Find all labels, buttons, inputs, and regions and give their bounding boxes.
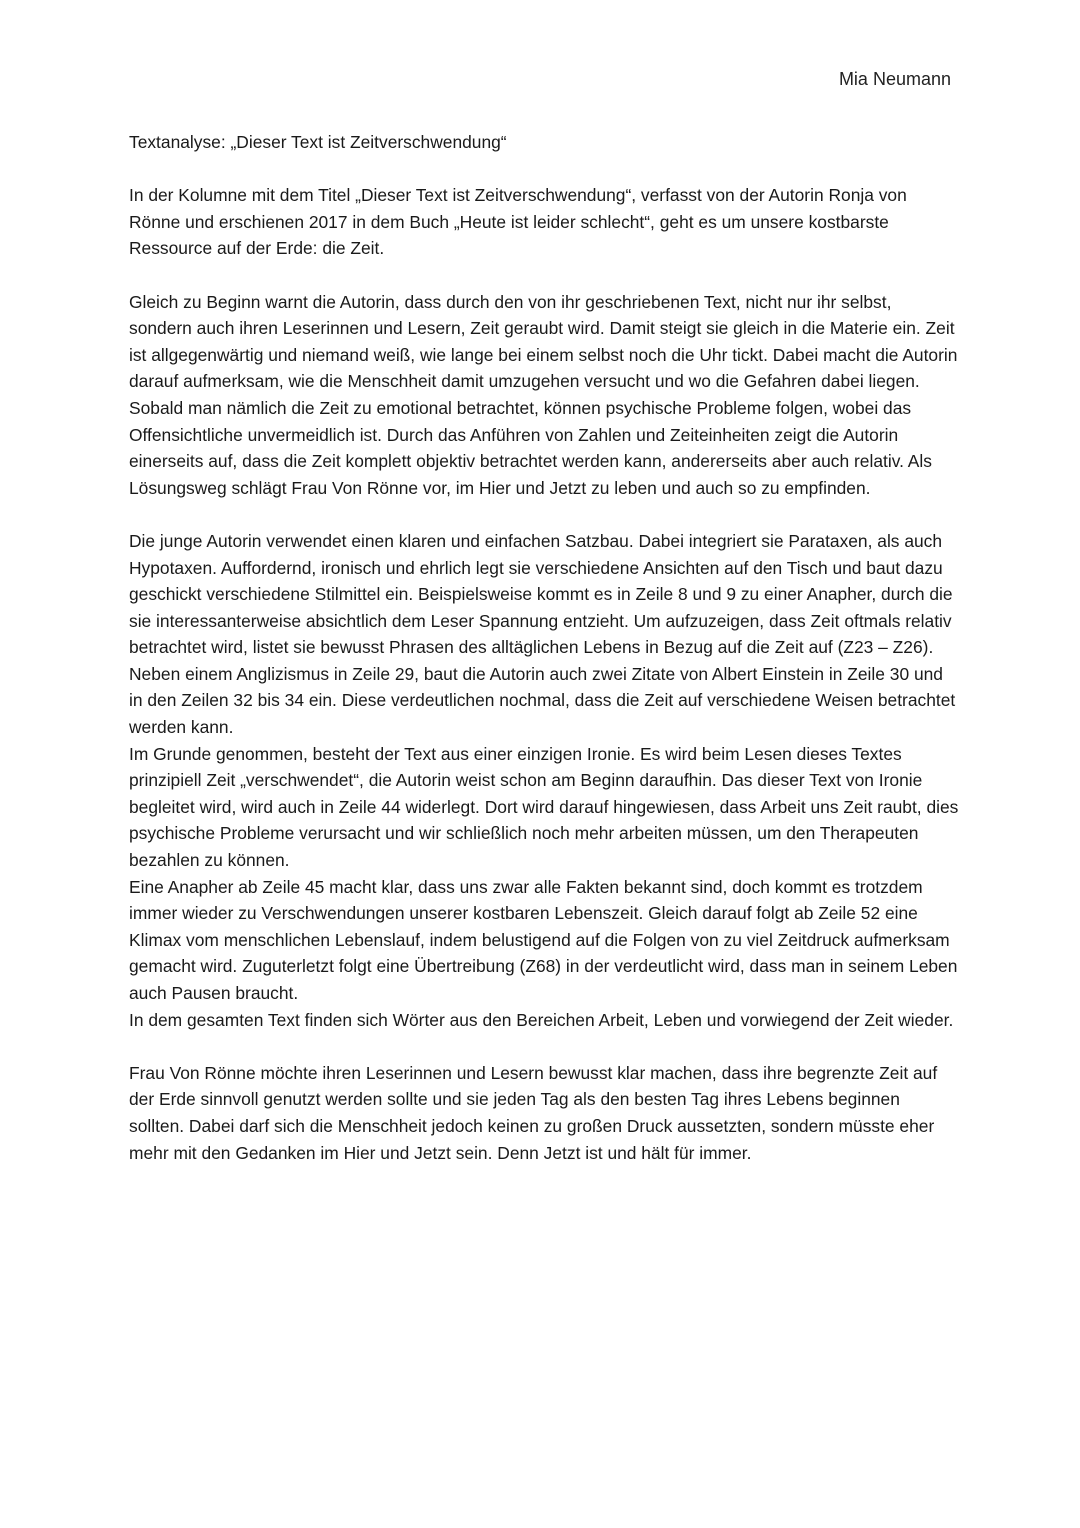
paragraph-anaphora-climax: Eine Anapher ab Zeile 45 macht klar, dass uns zwar alle Fakten bekannt sind, doch kommt es trotzdem immer wieder zu Verschwendungen unserer kostbaren Lebenszeit. Gleich darauf folgt ab Zeile 52 eine Klimax vom menschlichen Lebenslauf, indem belustigend auf die Folgen von zu viel Zeitdruck aufmerksam gemacht wird. Zuguterletzt folgt eine Übertreibung (Z68) in der verdeutlicht wird, dass man in seinem Leben auch Pausen braucht. (129, 876, 958, 1003)
paragraph-introduction: In der Kolumne mit dem Titel „Dieser Text ist Zeitverschwendung“, verfasst von der Autorin Ronja von Rönne und erschienen 2017 in dem Buch „Heute ist leider schlecht“, geht es um unsere kostbarste Ressource auf der Erde: die Zeit. (129, 185, 907, 259)
paragraph-summary: Gleich zu Beginn warnt die Autorin, dass durch den von ihr geschriebenen Text, nicht nur ihr selbst, sondern auch ihren Leserinnen und Lesern, Zeit geraubt wird. Damit steigt sie gleich in die Materie ein. Zeit ist allgegenwärtig und niemand weiß, wie lange bei einem selbst noch die Uhr tickt. Dabei macht die Autorin darauf aufmerksam, wie die Menschheit damit umzugehen versucht und wo die Gefahren dabei liegen. Sobald man nämlich die Zeit zu emotional betrachtet, können psychische Probleme folgen, wobei das Offensichtliche unvermeidlich ist. Durch das Anführen von Zahlen und Zeiteinheiten zeigt die Autorin einerseits auf, dass die Zeit komplett objektiv betrachtet werden kann, andererseits aber auch relativ. Als Lösungsweg schlägt Frau Von Rönne vor, im Hier und Jetzt zu leben und auch so zu empfinden. (129, 291, 958, 498)
paragraph-style-analysis: Die junge Autorin verwendet einen klaren und einfachen Satzbau. Dabei integriert sie Parataxen, als auch Hypotaxen. Auffordernd, ironisch und ehrlich legt sie verschiedene Ansichten auf den Tisch und baut dazu geschickt verschiedene Stilmittel ein. Beispielsweise kommt es in Zeile 8 und 9 zu einer Anapher, durch die sie interessanterweise absichtlich dem Leser Spannung entzieht. Um aufzuzeigen, dass Zeit oftmals relativ betrachtet wird, listet sie bewusst Phrasen des alltäglichen Lebens in Bezug auf die Zeit auf (Z23 – Z26). Neben einem Anglizismus in Zeile 29, baut die Autorin auch zwei Zitate von Albert Einstein in Zeile 30 und in den Zeilen 32 bis 34 ein. Diese verdeutlichen nochmal, dass die Zeit auf verschiedene Weisen betrachtet werden kann. (129, 530, 956, 738)
paragraph-word-fields: In dem gesamten Text finden sich Wörter aus den Bereichen Arbeit, Leben und vorwiegend der Zeit wieder. (129, 1009, 954, 1030)
paragraph-irony: Im Grunde genommen, besteht der Text aus einer einzigen Ironie. Es wird beim Lesen dieses Textes prinzipiell Zeit „verschwendet“, die Autorin weist schon am Beginn daraufhin. Das dieser Text von Ironie begleitet wird, wird auch in Zeile 44 widerlegt. Dort wird darauf hingewiesen, dass Arbeit uns Zeit raubt, dies psychische Probleme verursacht und wir schließlich noch mehr arbeiten müssen, um den Therapeuten bezahlen zu können. (129, 743, 959, 871)
paragraph-conclusion: Frau Von Rönne möchte ihren Leserinnen und Lesern bewusst klar machen, dass ihre begrenzte Zeit auf der Erde sinnvoll genutzt werden sollte und sie jeden Tag als den besten Tag ihres Lebens beginnen sollten. Dabei darf sich die Menschheit jedoch keinen zu großen Druck aussetzten, sondern müsste eher mehr mit den Gedanken im Hier und Jetzt sein. Denn Jetzt ist und hält für immer. (129, 1062, 938, 1163)
author-name: Mia Neumann (838, 69, 951, 89)
document-title: Textanalyse: „Dieser Text ist Zeitverschwendung“ (129, 132, 507, 152)
document-body (129, 129, 959, 1193)
